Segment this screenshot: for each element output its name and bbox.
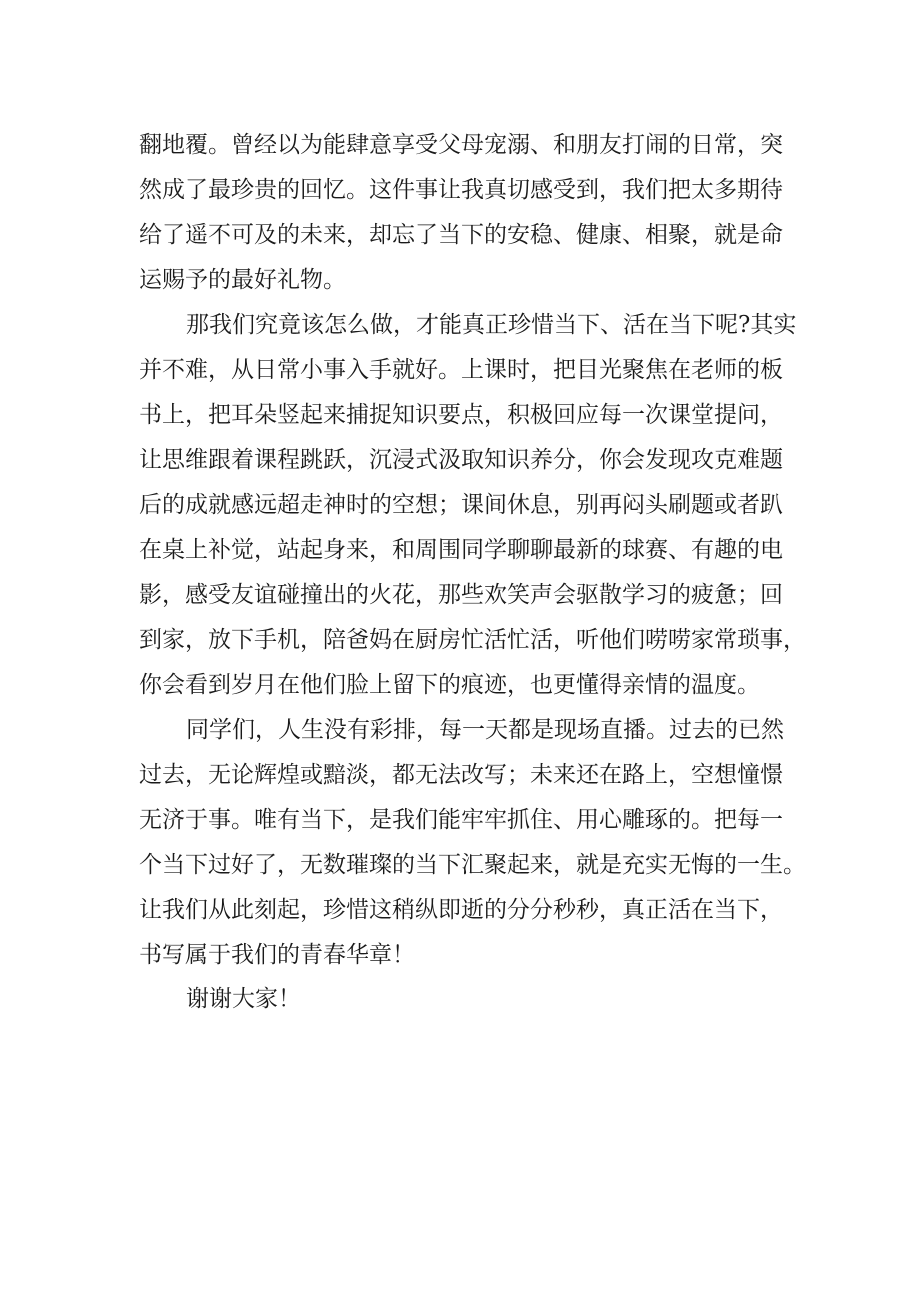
paragraph-3-line-4: 个当下过好了，无数璀璨的当下汇聚起来，就是充实无悔的一生。 [139,852,806,878]
closing-thanks: 谢谢大家！ [186,986,301,1012]
paragraph-1-line-1: 翻地覆。曾经以为能肆意享受父母宠溺、和朋友打闹的日常，突 [139,132,783,158]
paragraph-3-line-6: 书写属于我们的青春华章！ [139,942,415,968]
paragraph-3-line-1: 同学们，人生没有彩排，每一天都是现场直播。过去的已然 [186,717,784,743]
paragraph-2-line-1: 那我们究竟该怎么做，才能真正珍惜当下、活在当下呢?其实 [186,312,797,338]
paragraph-2-line-5: 后的成就感远超走神时的空想；课间休息，别再闷头刷题或者趴 [139,492,783,518]
paragraph-2-line-9: 你会看到岁月在他们脸上留下的痕迹，也更懂得亲情的温度。 [139,672,760,698]
paragraph-3-line-5: 让我们从此刻起，珍惜这稍纵即逝的分分秒秒，真正活在当下， [139,897,783,923]
paragraph-3-line-2: 过去，无论辉煌或黯淡，都无法改写；未来还在路上，空想憧憬 [139,762,783,788]
paragraph-2-line-4: 让思维跟着课程跳跃，沉浸式汲取知识养分，你会发现攻克难题 [139,447,783,473]
paragraph-1-line-3: 给了遥不可及的未来，却忘了当下的安稳、健康、相聚，就是命 [139,222,783,248]
paragraph-2-line-8: 到家，放下手机，陪爸妈在厨房忙活忙活，听他们唠唠家常琐事， [139,627,806,653]
paragraph-1-line-4: 运赐予的最好礼物。 [139,267,346,293]
paragraph-1-line-2: 然成了最珍贵的回忆。这件事让我真切感受到，我们把太多期待 [139,177,783,203]
paragraph-2-line-6: 在桌上补觉，站起身来，和周围同学聊聊最新的球赛、有趣的电 [139,537,783,563]
paragraph-3-line-3: 无济于事。唯有当下，是我们能牢牢抓住、用心雕琢的。把每一 [139,807,783,833]
paragraph-2-line-2: 并不难，从日常小事入手就好。上课时，把目光聚焦在老师的板 [139,357,783,383]
paragraph-2-line-7: 影，感受友谊碰撞出的火花，那些欢笑声会驱散学习的疲惫；回 [139,582,783,608]
paragraph-2-line-3: 书上，把耳朵竖起来捕捉知识要点，积极回应每一次课堂提问， [139,402,783,428]
